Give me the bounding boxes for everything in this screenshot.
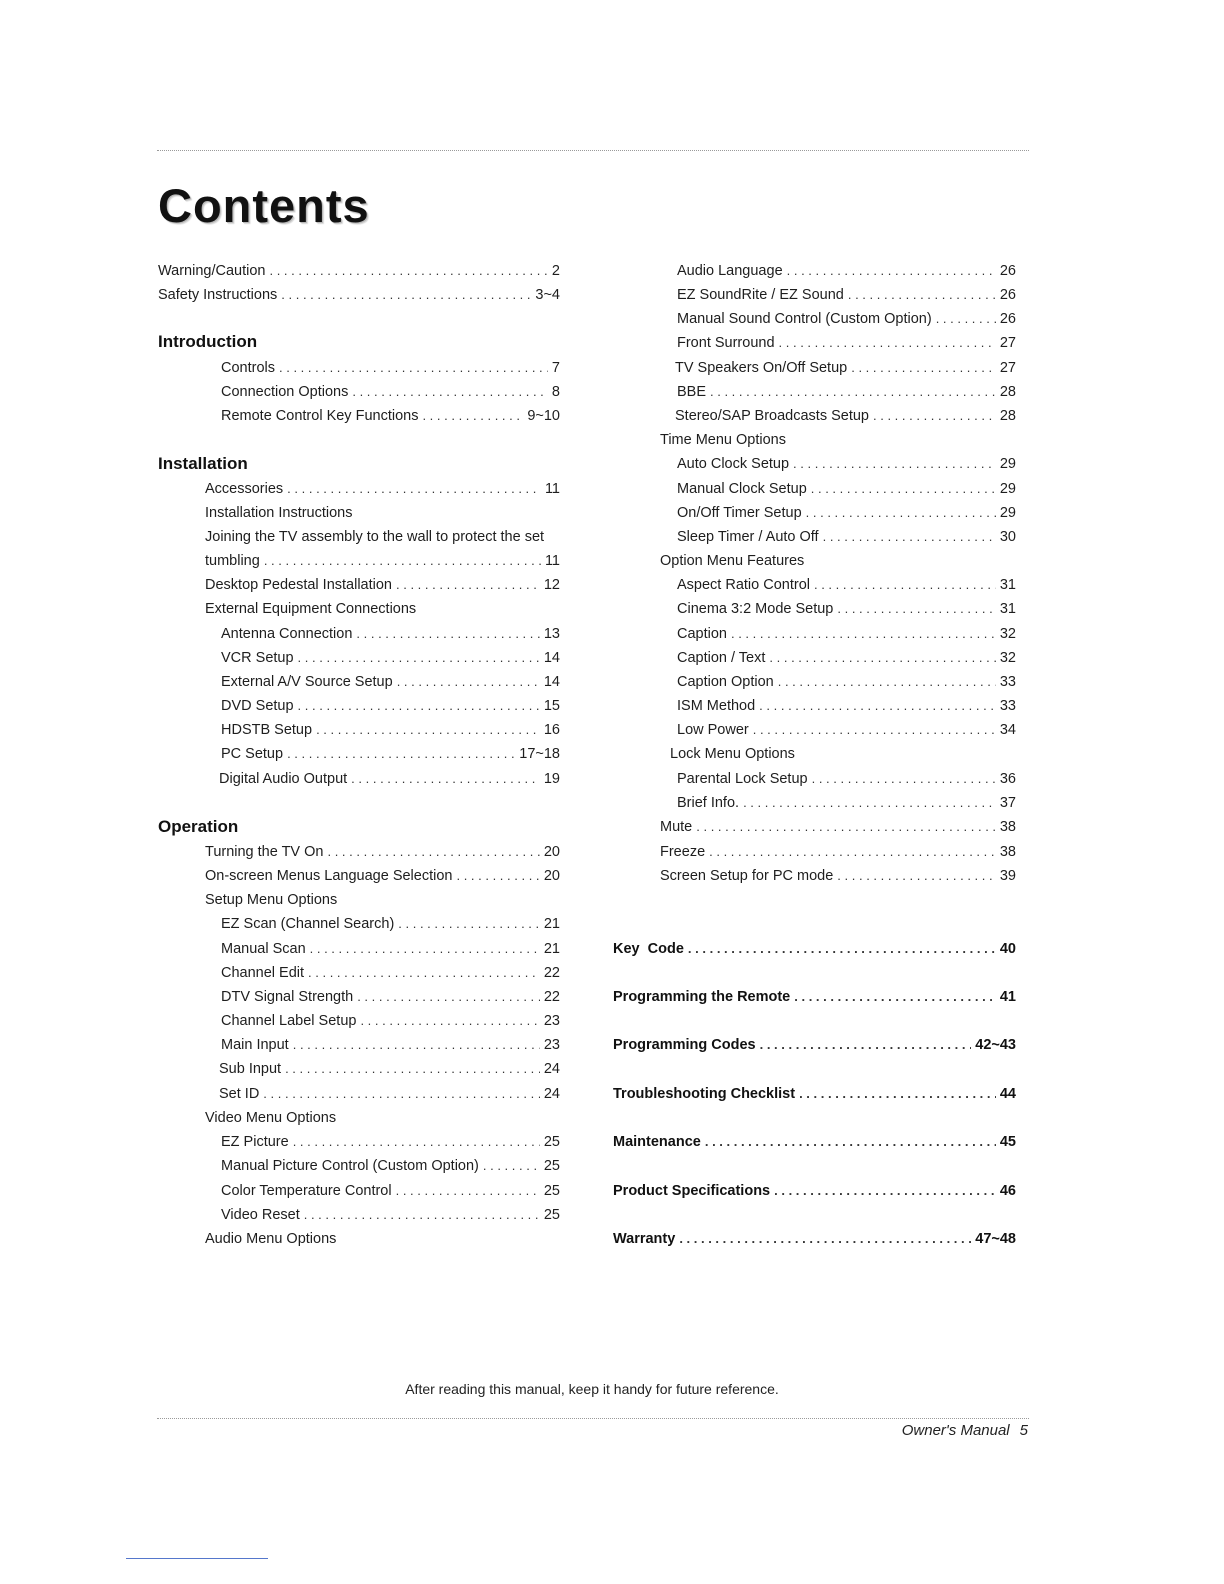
- toc-entry-turning-on[interactable]: Turning the TV On . . . 20: [205, 843, 560, 861]
- toc-entry-key-code[interactable]: Key Code . . . 40: [613, 940, 1016, 958]
- toc-entry-vcr[interactable]: VCR Setup . . . 14: [221, 649, 560, 667]
- manual-label: Owner's Manual: [901, 1422, 1010, 1439]
- toc-entry-color-temp[interactable]: Color Temperature Control . . . 25: [221, 1182, 560, 1200]
- toc-entry-set-id[interactable]: Set ID . . . 24: [219, 1085, 560, 1103]
- toc-entry-audio-language[interactable]: Audio Language . . . 26: [677, 262, 1016, 280]
- toc-entry-joining-line1[interactable]: Joining the TV assembly to the wall to protect the set: [205, 529, 545, 545]
- toc-entry-onoff-timer[interactable]: On/Off Timer Setup . . . 29: [677, 504, 1016, 522]
- toc-entry-ez-picture[interactable]: EZ Picture . . . 25: [221, 1133, 560, 1151]
- toc-entry-stereo-sap[interactable]: Stereo/SAP Broadcasts Setup . . . 28: [675, 407, 1016, 425]
- toc-entry-pc-setup[interactable]: PC Setup . . . 17~18: [221, 745, 560, 763]
- toc-entry-ez-soundrite[interactable]: EZ SoundRite / EZ Sound . . . 26: [677, 286, 1016, 304]
- page-title: Contents: [158, 179, 370, 232]
- section-heading-operation: Operation: [158, 817, 239, 836]
- page-footer: [902, 1422, 1028, 1439]
- toc-entry-auto-clock[interactable]: Auto Clock Setup . . . 29: [677, 455, 1016, 473]
- corner-line: [126, 1558, 268, 1559]
- toc-entry-front-surround[interactable]: Front Surround . . . 27: [677, 334, 1016, 352]
- toc-entry-safety[interactable]: Safety Instructions . . . 3~4: [158, 286, 560, 304]
- section-heading-installation: Installation: [158, 454, 248, 473]
- footer-note: After reading this manual, keep it handy for future reference.: [405, 1381, 779, 1397]
- toc-entry-main-input[interactable]: Main Input . . . 23: [221, 1036, 560, 1054]
- toc-entry-troubleshooting[interactable]: Troubleshooting Checklist . . . 44: [613, 1085, 1016, 1103]
- toc-entry-parental-lock[interactable]: Parental Lock Setup . . . 36: [677, 770, 1016, 788]
- toc-entry-programming-remote[interactable]: Programming the Remote . . . 41: [613, 988, 1016, 1006]
- toc-entry-sub-input[interactable]: Sub Input . . . 24: [219, 1060, 560, 1078]
- toc-entry-antenna[interactable]: Antenna Connection . . . 13: [221, 625, 560, 643]
- bottom-divider: [157, 1418, 1029, 1419]
- toc-entry-screen-pc[interactable]: Screen Setup for PC mode . . . 39: [660, 867, 1016, 885]
- toc-entry-external-av[interactable]: External A/V Source Setup . . . 14: [221, 673, 560, 691]
- toc-entry-aspect-ratio[interactable]: Aspect Ratio Control . . . 31: [677, 576, 1016, 594]
- toc-entry-external-equipment[interactable]: External Equipment Connections: [205, 601, 417, 617]
- toc-entry-dvd[interactable]: DVD Setup . . . 15: [221, 697, 560, 715]
- toc-entry-manual-picture[interactable]: Manual Picture Control (Custom Option) . . . 25: [221, 1157, 560, 1175]
- toc-entry-video-menu[interactable]: Video Menu Options: [205, 1110, 337, 1126]
- toc-entry-remote-keys[interactable]: Remote Control Key Functions . . . 9~10: [221, 407, 560, 425]
- toc-entry-manual-scan[interactable]: Manual Scan . . . 21: [221, 940, 560, 958]
- toc-entry-time-menu[interactable]: Time Menu Options: [660, 432, 786, 448]
- section-heading-introduction: Introduction: [158, 332, 258, 351]
- toc-entry-accessories[interactable]: Accessories . . . 11: [205, 480, 560, 498]
- toc-entry-ez-scan[interactable]: EZ Scan (Channel Search) . . . 21: [221, 915, 560, 933]
- toc-entry-controls[interactable]: Controls . . . 7: [221, 359, 560, 377]
- toc-entry-lock-menu[interactable]: Lock Menu Options: [670, 746, 795, 762]
- toc-entry-specs[interactable]: Product Specifications . . . 46: [613, 1182, 1016, 1200]
- toc-entry-warranty[interactable]: Warranty . . . 47~48: [613, 1230, 1016, 1248]
- toc-entry-audio-menu[interactable]: Audio Menu Options: [205, 1231, 337, 1247]
- toc-entry-bbe[interactable]: BBE . . . 28: [677, 383, 1016, 401]
- toc-entry-mute[interactable]: Mute . . . 38: [660, 818, 1016, 836]
- toc-entry-freeze[interactable]: Freeze . . . 38: [660, 843, 1016, 861]
- page-number: 5: [1019, 1422, 1028, 1439]
- toc-entry-osd-language[interactable]: On-screen Menus Language Selection . . . 20: [205, 867, 560, 885]
- toc-entry-cinema[interactable]: Cinema 3:2 Mode Setup . . . 31: [677, 600, 1016, 618]
- toc-entry-digital-audio[interactable]: Digital Audio Output . . . 19: [219, 770, 560, 788]
- toc-entry-setup-menu[interactable]: Setup Menu Options: [205, 892, 338, 908]
- toc-entry-manual-clock[interactable]: Manual Clock Setup . . . 29: [677, 480, 1016, 498]
- toc-entry-desktop-pedestal[interactable]: Desktop Pedestal Installation . . . 12: [205, 576, 560, 594]
- toc-entry-programming-codes[interactable]: Programming Codes . . . 42~43: [613, 1036, 1016, 1054]
- toc-entry-channel-edit[interactable]: Channel Edit . . . 22: [221, 964, 560, 982]
- toc-entry-manual-sound[interactable]: Manual Sound Control (Custom Option) . . . 26: [677, 310, 1016, 328]
- toc-entry-connection-options[interactable]: Connection Options . . . 8: [221, 383, 560, 401]
- toc-entry-sleep-timer[interactable]: Sleep Timer / Auto Off . . . 30: [677, 528, 1016, 546]
- toc-entry-install-instructions[interactable]: Installation Instructions: [205, 505, 353, 521]
- toc-entry-option-menu[interactable]: Option Menu Features: [660, 553, 805, 569]
- toc-entry-ism[interactable]: ISM Method . . . 33: [677, 697, 1016, 715]
- toc-entry-hdstb[interactable]: HDSTB Setup . . . 16: [221, 721, 560, 739]
- toc-entry-tv-speakers[interactable]: TV Speakers On/Off Setup . . . 27: [675, 359, 1016, 377]
- toc-entry-maintenance[interactable]: Maintenance . . . 45: [613, 1133, 1016, 1151]
- toc-entry-dtv-signal[interactable]: DTV Signal Strength . . . 22: [221, 988, 560, 1006]
- toc-entry-caption-option[interactable]: Caption Option . . . 33: [677, 673, 1016, 691]
- toc-entry-brief-info[interactable]: Brief Info. . . . 37: [677, 794, 1016, 812]
- toc-entry-joining-line2[interactable]: tumbling . . . 11: [205, 552, 560, 570]
- toc-entry-warning[interactable]: Warning/Caution . . . 2: [158, 262, 560, 280]
- toc-entry-caption[interactable]: Caption . . . 32: [677, 625, 1016, 643]
- toc-entry-channel-label[interactable]: Channel Label Setup . . . 23: [221, 1012, 560, 1030]
- toc-entry-caption-text[interactable]: Caption / Text . . . 32: [677, 649, 1016, 667]
- top-divider: [157, 150, 1029, 151]
- toc-entry-low-power[interactable]: Low Power . . . 34: [677, 721, 1016, 739]
- toc-entry-video-reset[interactable]: Video Reset . . . 25: [221, 1206, 560, 1224]
